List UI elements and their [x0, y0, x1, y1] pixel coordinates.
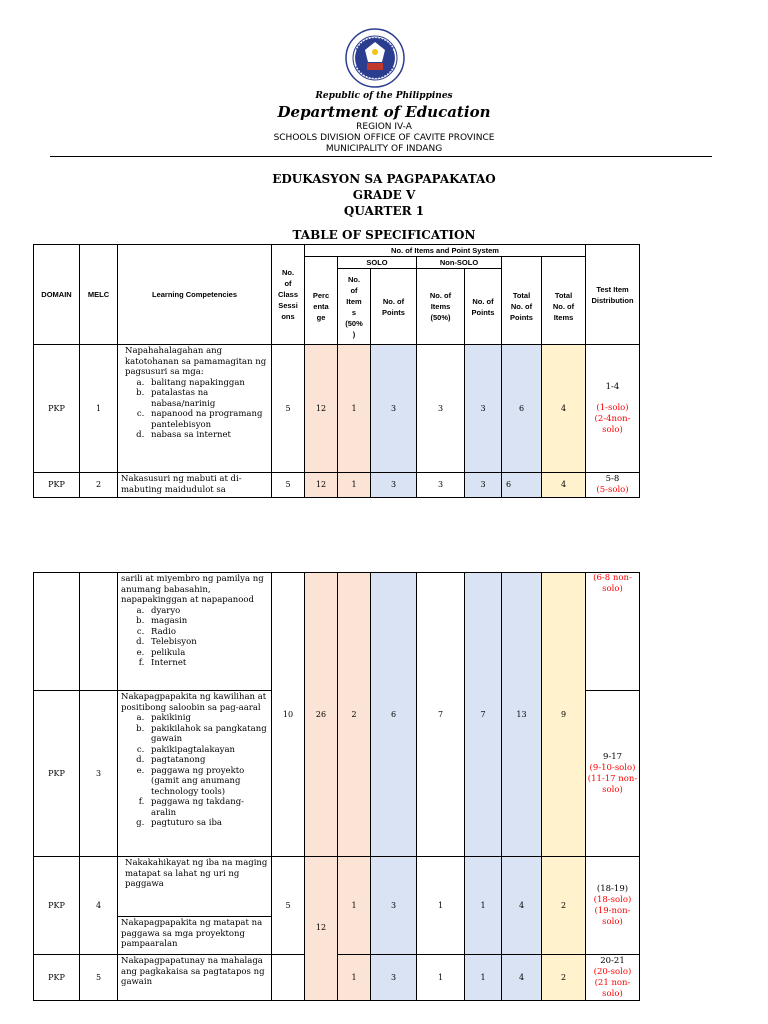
list-item: f. Internet — [147, 658, 268, 669]
table-row — [34, 857, 640, 955]
percentage-cell: 12 — [305, 473, 338, 498]
col-competencies: Learning Competencies — [118, 245, 272, 345]
col-solo-points: No. of Points — [371, 269, 417, 345]
col-melc: MELC — [80, 245, 118, 345]
list-item: c. Radio — [147, 627, 268, 638]
sessions-cell: 10 — [272, 573, 305, 857]
competency-list — [121, 713, 268, 829]
melc-cell: 3 — [80, 691, 118, 857]
competency-text: Nakakahikayat ng iba na maging matapat sa lahat ng uri ng paggawa — [118, 857, 271, 917]
list-item: c. napanood na programang pantelebisyon — [147, 409, 268, 430]
melc-cell: 5 — [80, 955, 118, 1001]
solo-points-cell: 3 — [371, 955, 417, 1001]
competency-cell — [118, 573, 272, 691]
department-label: Department of Education — [277, 103, 491, 121]
table-row — [34, 345, 640, 473]
distribution-solo: (20-solo) — [593, 966, 632, 977]
table-row — [34, 473, 640, 498]
total-points-cell: 6 — [502, 345, 542, 473]
distribution-solo: (18-solo) — [593, 894, 632, 905]
competency-text: Nakapagpapakita ng matapat na paggawa sa mga proyektong pampaaralan — [121, 918, 263, 949]
competency-cell — [118, 955, 272, 1001]
nonsolo-items-cell: 3 — [417, 473, 465, 498]
percentage-cell: 12 — [305, 857, 338, 1001]
deped-seal-logo — [345, 28, 405, 88]
specification-table — [33, 244, 640, 498]
percentage-cell: 26 — [305, 573, 338, 857]
competency-list — [121, 606, 268, 669]
melc-cell — [80, 573, 118, 691]
distribution-nonsolo: (2-4non-solo) — [594, 413, 631, 435]
region-label: REGION IV-A — [356, 122, 412, 132]
domain-cell: PKP — [34, 473, 80, 498]
quarter-title: QUARTER 1 — [343, 204, 425, 218]
total-points-cell: 6 — [502, 473, 542, 498]
total-items-cell: 2 — [542, 857, 586, 955]
percentage-cell: 12 — [305, 345, 338, 473]
distribution-cell: (6-8 non-solo) — [586, 573, 640, 691]
total-items-cell: 4 — [542, 473, 586, 498]
total-items-cell: 9 — [542, 573, 586, 857]
municipality-label: MUNICIPALITY OF INDANG — [325, 144, 443, 154]
col-nonsolo: Non-SOLO — [417, 257, 502, 269]
list-item: c. pakikipagtalakayan — [147, 745, 268, 756]
competency-cell — [118, 345, 272, 473]
domain-cell: PKP — [34, 955, 80, 1001]
col-solo: SOLO — [338, 257, 417, 269]
competency-text: Nakasusuri ng mabuti at di-mabuting maidudulot sa — [121, 474, 242, 495]
list-item: e. pelikula — [147, 648, 268, 659]
competency-cell — [118, 691, 272, 857]
domain-cell: PKP — [34, 345, 80, 473]
nonsolo-items-cell: 7 — [417, 573, 465, 857]
division-label: SCHOOLS DIVISION OFFICE OF CAVITE PROVINCE — [273, 133, 495, 143]
nonsolo-items-cell: 1 — [417, 955, 465, 1001]
distribution-nonsolo: (21 non-solo) — [594, 977, 631, 999]
col-total-points: Total No. of Points — [502, 269, 542, 345]
sessions-cell: 5 — [272, 345, 305, 473]
distribution-main: 1-4 — [605, 381, 620, 392]
distribution-main: 9-17 — [602, 751, 623, 762]
col-domain: DOMAIN — [34, 245, 80, 345]
distribution-cell — [586, 955, 640, 1001]
competency-text: Napahahalagahan ang katotohanan sa pamamagitan ng pagsusuri sa mga: — [125, 346, 267, 377]
distribution-main: 20-21 — [600, 955, 625, 966]
nonsolo-items-cell: 3 — [417, 345, 465, 473]
col-distribution: Test Item Distribution — [586, 245, 640, 345]
nonsolo-points-cell: 1 — [465, 857, 502, 955]
domain-cell: PKP — [34, 857, 80, 955]
solo-items-cell: 2 — [338, 573, 371, 857]
sessions-cell: 5 — [272, 473, 305, 498]
col-percentage: Perc enta ge — [305, 269, 338, 345]
distribution-solo: (1-solo) — [596, 402, 629, 413]
solo-points-cell: 3 — [371, 345, 417, 473]
solo-points-cell: 3 — [371, 473, 417, 498]
domain-cell — [34, 573, 80, 691]
solo-items-cell: 1 — [338, 473, 371, 498]
competency-text: Nakapagpapatunay na mahalaga ang pagkakaisa sa pagtatapos ng gawain — [121, 956, 265, 987]
distribution-solo: (5-solo) — [596, 485, 629, 495]
distribution-main: 5-8 — [605, 474, 620, 484]
distribution-cell — [586, 473, 640, 498]
distribution-nonsolo: (19-non-solo) — [594, 905, 631, 927]
list-item: d. nabasa sa internet — [147, 430, 268, 441]
sessions-cell: 5 — [272, 857, 305, 955]
total-points-cell: 4 — [502, 857, 542, 955]
solo-items-cell: 1 — [338, 857, 371, 955]
solo-points-cell: 6 — [371, 573, 417, 857]
nonsolo-points-cell: 3 — [465, 345, 502, 473]
list-item: g. pagtuturo sa iba — [147, 818, 268, 829]
competency-text: Nakapagpapakita ng kawilihan at positibong saloobin sa pag-aaral — [121, 692, 267, 713]
col-nonsolo-points: No. of Points — [465, 269, 502, 345]
melc-cell: 2 — [80, 473, 118, 498]
competency-cell — [118, 857, 272, 955]
specification-table-continued — [33, 572, 640, 1001]
nonsolo-items-cell: 1 — [417, 857, 465, 955]
melc-cell: 1 — [80, 345, 118, 473]
col-solo-items: No. of Item s (50% ) — [338, 269, 371, 345]
solo-items-cell: 1 — [338, 955, 371, 1001]
subject-title: EDUKASYON SA PAGPAPAKATAO — [272, 172, 496, 186]
nonsolo-points-cell: 1 — [465, 955, 502, 1001]
distribution-main: (18-19) — [596, 883, 629, 894]
distribution-cell — [586, 345, 640, 473]
solo-items-cell: 1 — [338, 345, 371, 473]
list-item: b. magasin — [147, 616, 268, 627]
competency-text: sarili at miyembro ng pamilya ng anumang babasahin, napapakinggan at napapanood — [121, 574, 264, 605]
col-total-items: Total No. of Items — [542, 269, 586, 345]
total-points-cell: 4 — [502, 955, 542, 1001]
sessions-cell — [272, 955, 305, 1001]
melc-cell: 4 — [80, 857, 118, 955]
nonsolo-points-cell: 7 — [465, 573, 502, 857]
competency-cell — [118, 473, 272, 498]
total-items-cell: 2 — [542, 955, 586, 1001]
solo-points-cell: 3 — [371, 857, 417, 955]
col-sessions: No. of Class Sessi ons — [272, 245, 305, 345]
list-item: d. pagtatanong — [147, 755, 268, 766]
republic-label: Republic of the Philippines — [315, 91, 453, 101]
competency-list — [121, 378, 268, 441]
list-item: a. balitang napakinggan — [147, 378, 268, 389]
grade-title: GRADE V — [352, 188, 416, 202]
col-points-system: No. of Items and Point System — [305, 245, 586, 257]
list-item: b. pakikilahok sa pangkatang gawain — [147, 724, 268, 745]
list-item: d. Telebisyon — [147, 637, 268, 648]
distribution-cell — [586, 857, 640, 955]
list-item: a. pakikinig — [147, 713, 268, 724]
nonsolo-points-cell: 3 — [465, 473, 502, 498]
list-item: f. paggawa ng takdang-aralin — [147, 797, 268, 818]
distribution-solo: (9-10-solo) — [589, 762, 636, 773]
distribution-cell — [586, 691, 640, 857]
document-title: TABLE OF SPECIFICATION — [292, 228, 476, 242]
total-items-cell: 4 — [542, 345, 586, 473]
total-points-cell: 13 — [502, 573, 542, 857]
header-divider — [50, 156, 712, 157]
list-item: b. patalastas na nabasa/narinig — [147, 388, 268, 409]
list-item: a. dyaryo — [147, 606, 268, 617]
col-nonsolo-items: No. of Items (50%) — [417, 269, 465, 345]
list-item: e. paggawa ng proyekto (gamit ang anumang technology tools) — [147, 766, 268, 798]
distribution-nonsolo: (11-17 non-solo) — [587, 773, 638, 795]
domain-cell: PKP — [34, 691, 80, 857]
table-row — [34, 573, 640, 691]
